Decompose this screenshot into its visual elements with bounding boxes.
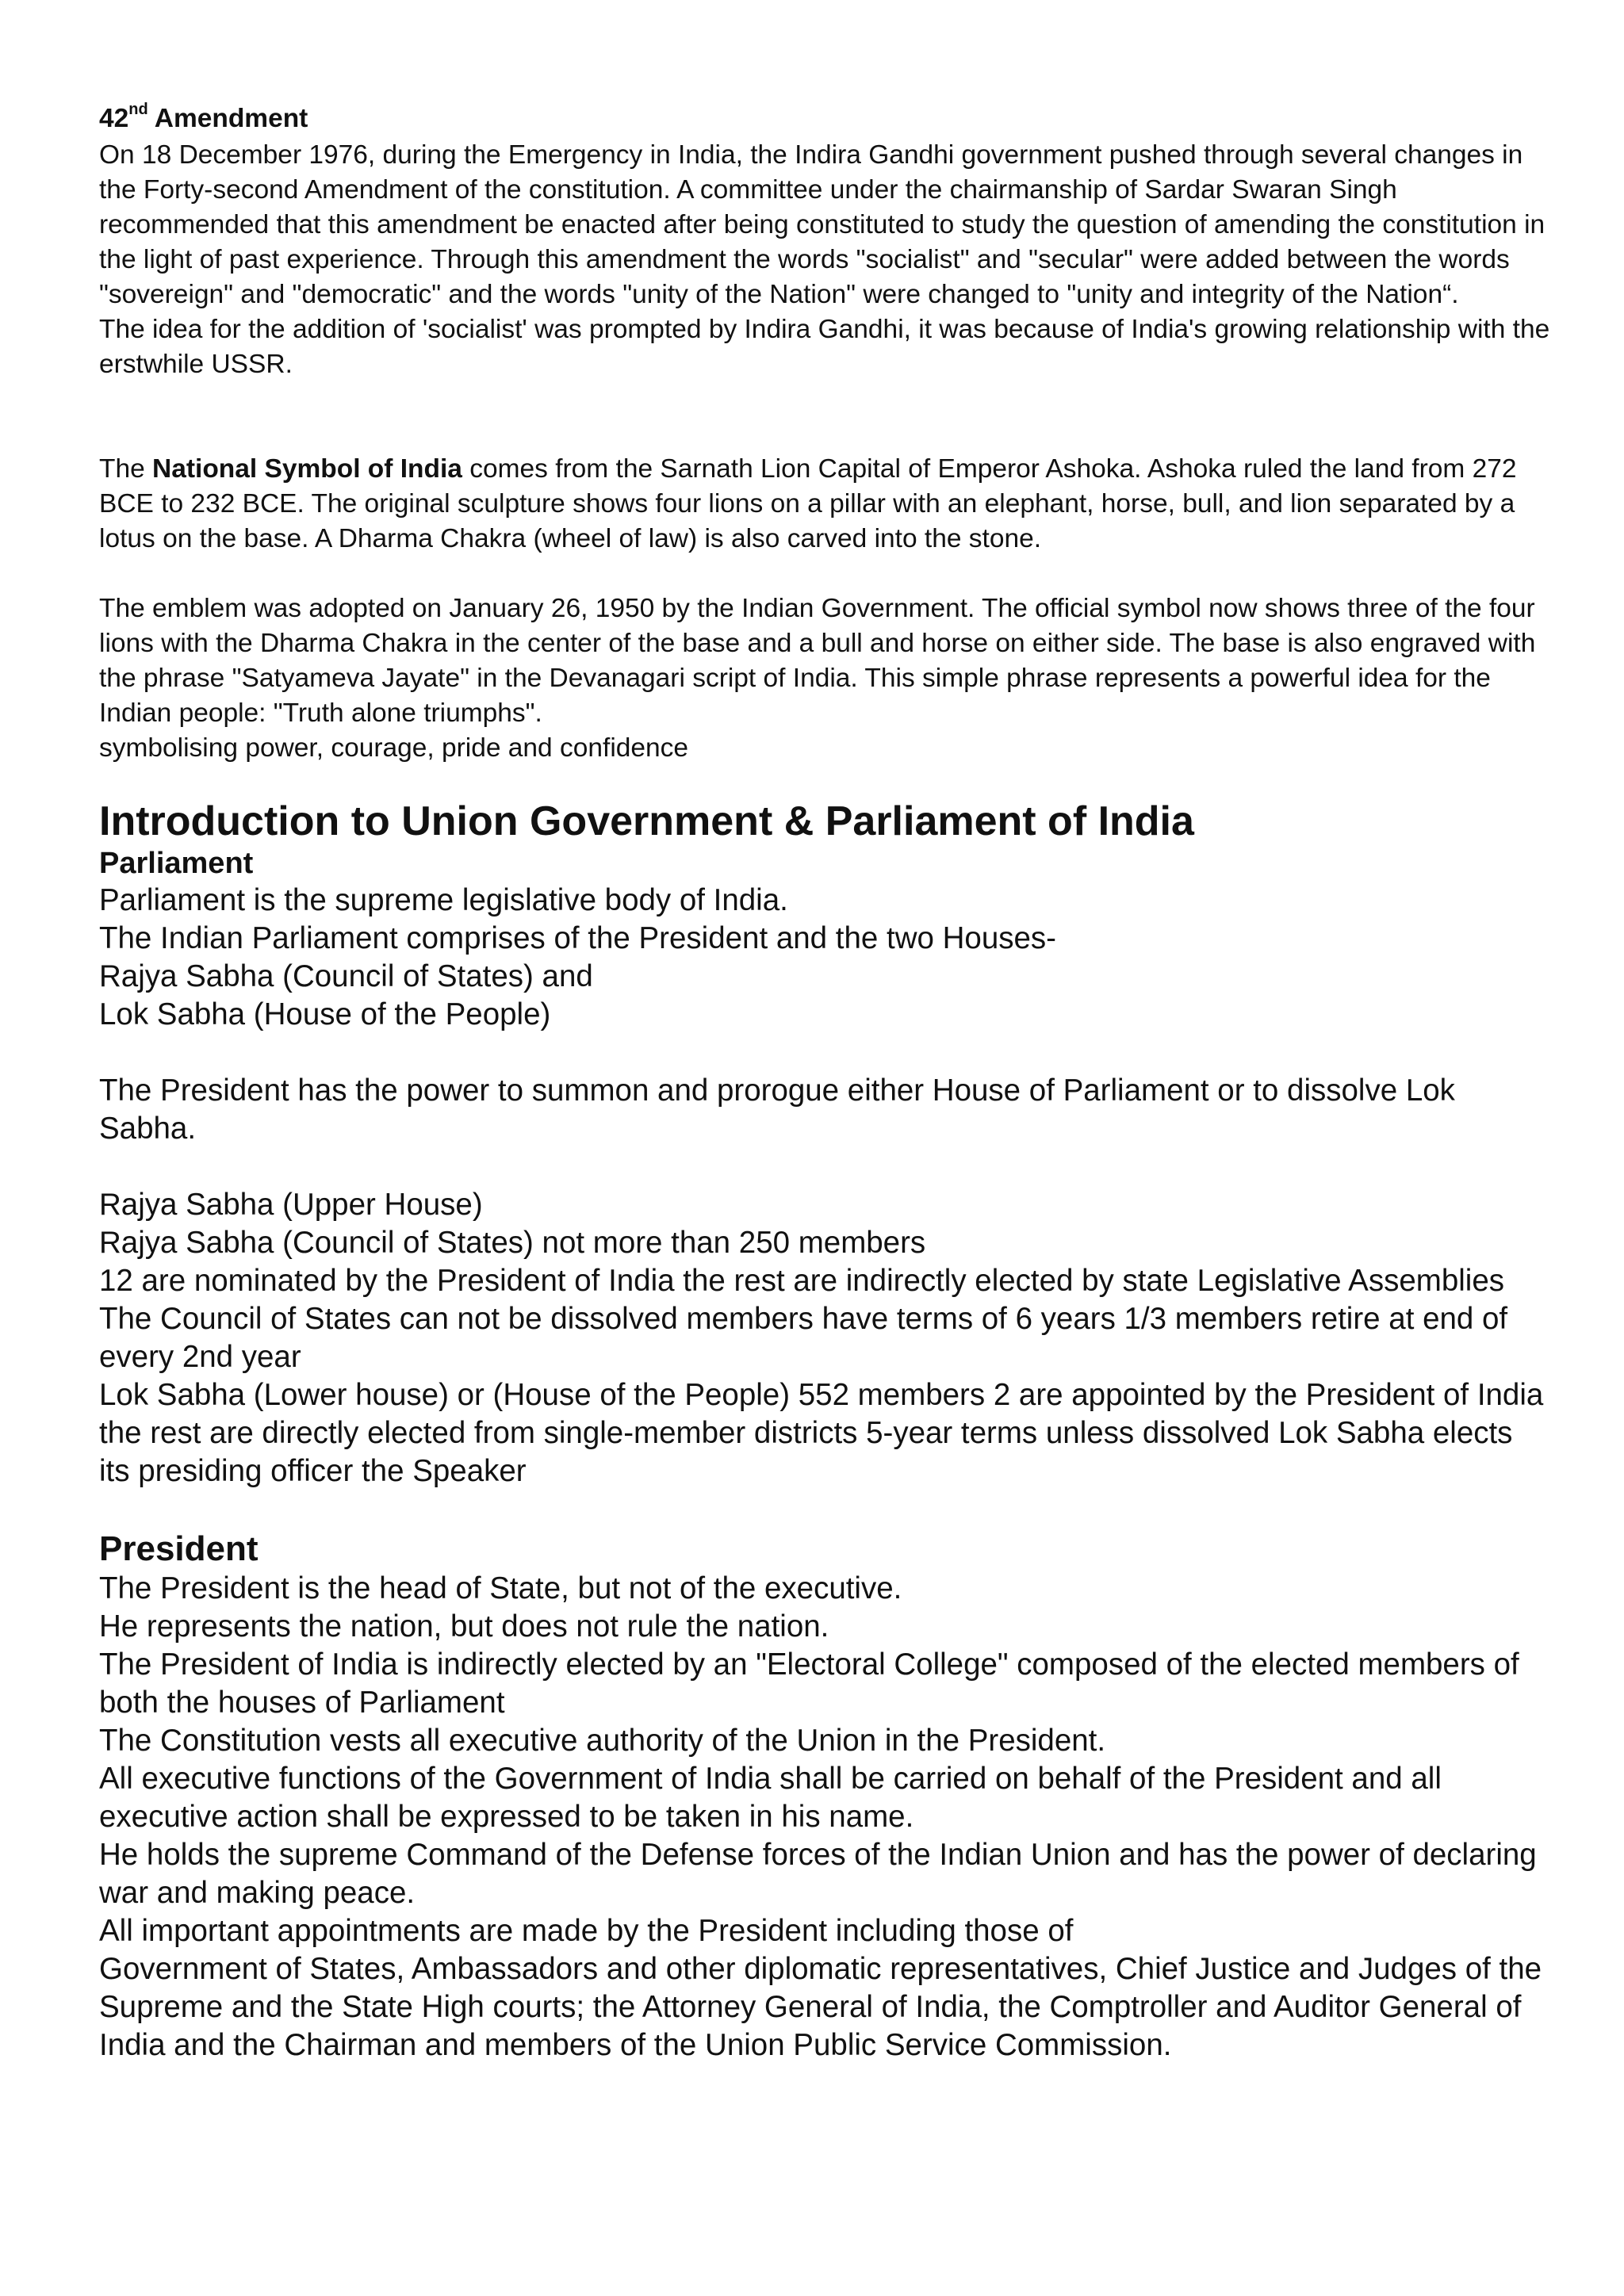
symbol-paragraph-1-pre: The	[99, 454, 153, 484]
symbol-paragraph-1-bold: National Symbol of India	[152, 454, 462, 484]
parliament-heading: Parliament	[99, 847, 254, 881]
president-power-line: The President has the power to summon and prorogue either House of Parliament or to dissolve Lok Sabha.	[99, 1073, 1455, 1146]
symbol-paragraph-1-post: comes from the Sarnath Lion Capital of Emperor Ashoka. Ashoka ruled the land from 272 BCE to 232 BCE. The original sculpture shows four lions on a pillar with an elephant, horse, bull, and lion separated by a lotus on the base. A Dharma Chakra (wheel of law) is also carved into the stone.	[99, 454, 1517, 554]
rajya-sabha-line-1: Rajya Sabha (Upper House)	[99, 1188, 483, 1223]
president-line-3: The President of India is indirectly elected by an "Electoral College" composed of the elected members of both the houses of Parliament	[99, 1647, 1519, 1720]
president-heading: President	[99, 1529, 259, 1569]
lok-sabha-line-1: Lok Sabha (Lower house) or (House of the People) 552 members 2 are appointed by the President of India	[99, 1378, 1544, 1413]
rajya-sabha-line-3: 12 are nominated by the President of India the rest are indirectly elected by state Legislative Assemblies The Council of States can not be dissolved members have terms of 6 years 1/3 members retire at end of every 2nd year	[99, 1264, 1508, 1375]
parliament-line-3: Rajya Sabha (Council of States) and	[99, 959, 593, 994]
amendment-heading-text: Amendment	[147, 104, 308, 134]
president-line-7: All important appointments are made by the President including those of	[99, 1914, 1074, 1949]
president-line-2: He represents the nation, but does not rule the nation.	[99, 1609, 829, 1644]
parliament-line-2: The Indian Parliament comprises of the President and the two Houses-	[99, 921, 1056, 956]
amendment-heading-number: 42	[99, 104, 129, 134]
symbol-paragraph-3: symbolising power, courage, pride and confidence	[99, 733, 689, 763]
rajya-sabha-line-2: Rajya Sabha (Council of States) not more than 250 members	[99, 1226, 926, 1261]
amendment-heading	[99, 94, 1550, 138]
symbol-paragraph-1	[99, 452, 1550, 557]
president-line-1: The President is the head of State, but not of the executive.	[99, 1571, 902, 1606]
symbol-paragraph-2: The emblem was adopted on January 26, 1950 by the Indian Government. The official symbol now shows three of the four lions with the Dharma Chakra in the center of the base and a bull and horse on either side. The base is also engraved with the phrase "Satyameva Jayate" in the Devanagari script of India. This simple phrase represents a powerful idea for the Indian people: "Truth alone triumphs".	[99, 594, 1536, 729]
amendment-paragraph-2: The idea for the addition of 'socialist' was prompted by Indira Gandhi, it was because of India's growing relationship with the erstwhile USSR.	[99, 315, 1550, 380]
lok-sabha-line-2: the rest are directly elected from single-member districts 5-year terms unless dissolved Lok Sabha elects its presiding officer the Speaker	[99, 1416, 1513, 1489]
intro-heading: Introduction to Union Government & Parliament of India	[99, 798, 1194, 845]
president-line-4: The Constitution vests all executive authority of the Union in the President.	[99, 1724, 1106, 1758]
president-line-8: Government of States, Ambassadors and other diplomatic representatives, Chief Justice and Judges of the Supreme and the State High courts; the Attorney General of India, the Comptroller and Auditor General of India and the Chairman and members of the Union Public Service Commission.	[99, 1952, 1542, 2063]
parliament-line-1: Parliament is the supreme legislative body of India.	[99, 883, 788, 918]
president-line-5: All executive functions of the Government of India shall be carried on behalf of the President and all executive action shall be expressed to be taken in his name.	[99, 1762, 1442, 1835]
president-line-6: He holds the supreme Command of the Defense forces of the Indian Union and has the power of declaring war and making peace.	[99, 1838, 1537, 1911]
document-page	[99, 94, 1550, 2064]
parliament-line-4: Lok Sabha (House of the People)	[99, 997, 551, 1032]
amendment-paragraph-1: On 18 December 1976, during the Emergency in India, the Indira Gandhi government pushed through several changes in the Forty-second Amendment of the constitution. A committee under the chairmanship of Sardar Swaran Singh recommended that this amendment be enacted after being constituted to study the question of amending the constitution in the light of past experience. Through this amendment the words "socialist" and "secular" were added between the words "sovereign" and "democratic" and the words "unity of the Nation" were changed to "unity and integrity of the Nation“.	[99, 140, 1545, 310]
amendment-heading-suffix: nd	[128, 101, 148, 118]
